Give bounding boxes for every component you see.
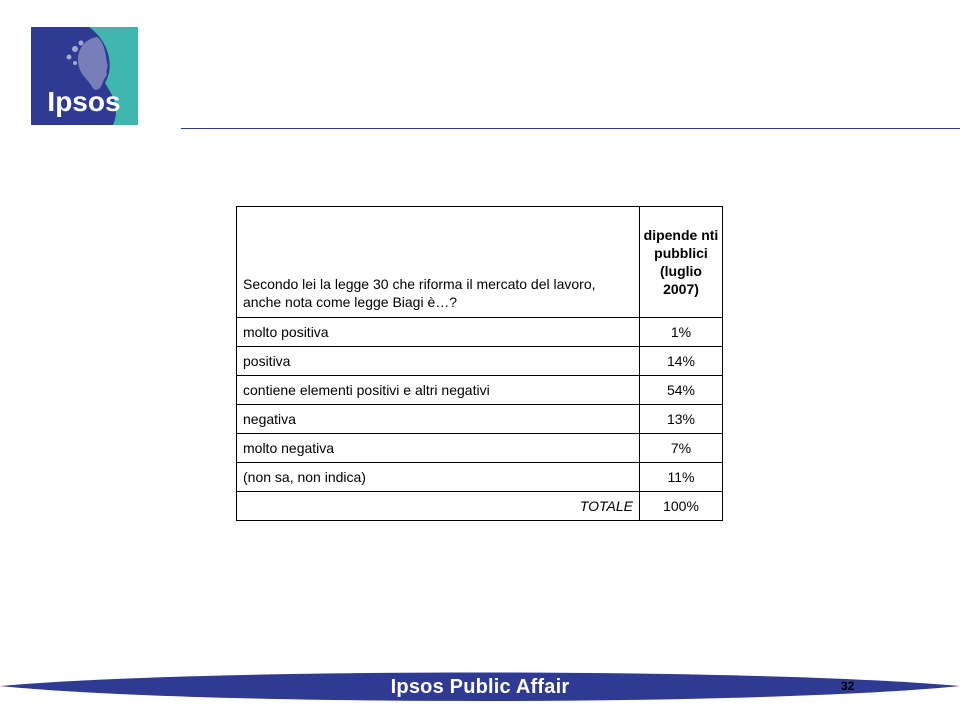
footer-title: Ipsos Public Affair bbox=[390, 676, 570, 698]
table-row bbox=[237, 318, 723, 347]
table-row bbox=[237, 434, 723, 463]
table-row bbox=[237, 376, 723, 405]
row-value: 54% bbox=[640, 376, 723, 405]
survey-table bbox=[236, 206, 723, 521]
row-label: molto positiva bbox=[237, 318, 640, 347]
logo-text: Ipsos bbox=[47, 86, 121, 117]
row-label: contiene elementi positivi e altri negativi bbox=[237, 376, 640, 405]
table-row bbox=[237, 463, 723, 492]
total-label: TOTALE bbox=[237, 492, 640, 521]
row-value: 14% bbox=[640, 347, 723, 376]
page-number: 32 bbox=[841, 679, 855, 693]
row-value: 11% bbox=[640, 463, 723, 492]
table-header-row bbox=[237, 207, 723, 318]
total-value: 100% bbox=[640, 492, 723, 521]
table-row bbox=[237, 347, 723, 376]
column-header: dipende nti pubblici (luglio 2007) bbox=[640, 207, 723, 318]
row-label: positiva bbox=[237, 347, 640, 376]
row-value: 13% bbox=[640, 405, 723, 434]
header-rule bbox=[181, 128, 960, 129]
ipsos-logo bbox=[31, 27, 138, 125]
row-value: 7% bbox=[640, 434, 723, 463]
question-cell: Secondo lei la legge 30 che riforma il mercato del lavoro, anche nota come legge Biagi è…? bbox=[237, 207, 640, 318]
row-value: 1% bbox=[640, 318, 723, 347]
row-label: molto negativa bbox=[237, 434, 640, 463]
row-label: negativa bbox=[237, 405, 640, 434]
table-row bbox=[237, 405, 723, 434]
row-label: (non sa, non indica) bbox=[237, 463, 640, 492]
total-row bbox=[237, 492, 723, 521]
